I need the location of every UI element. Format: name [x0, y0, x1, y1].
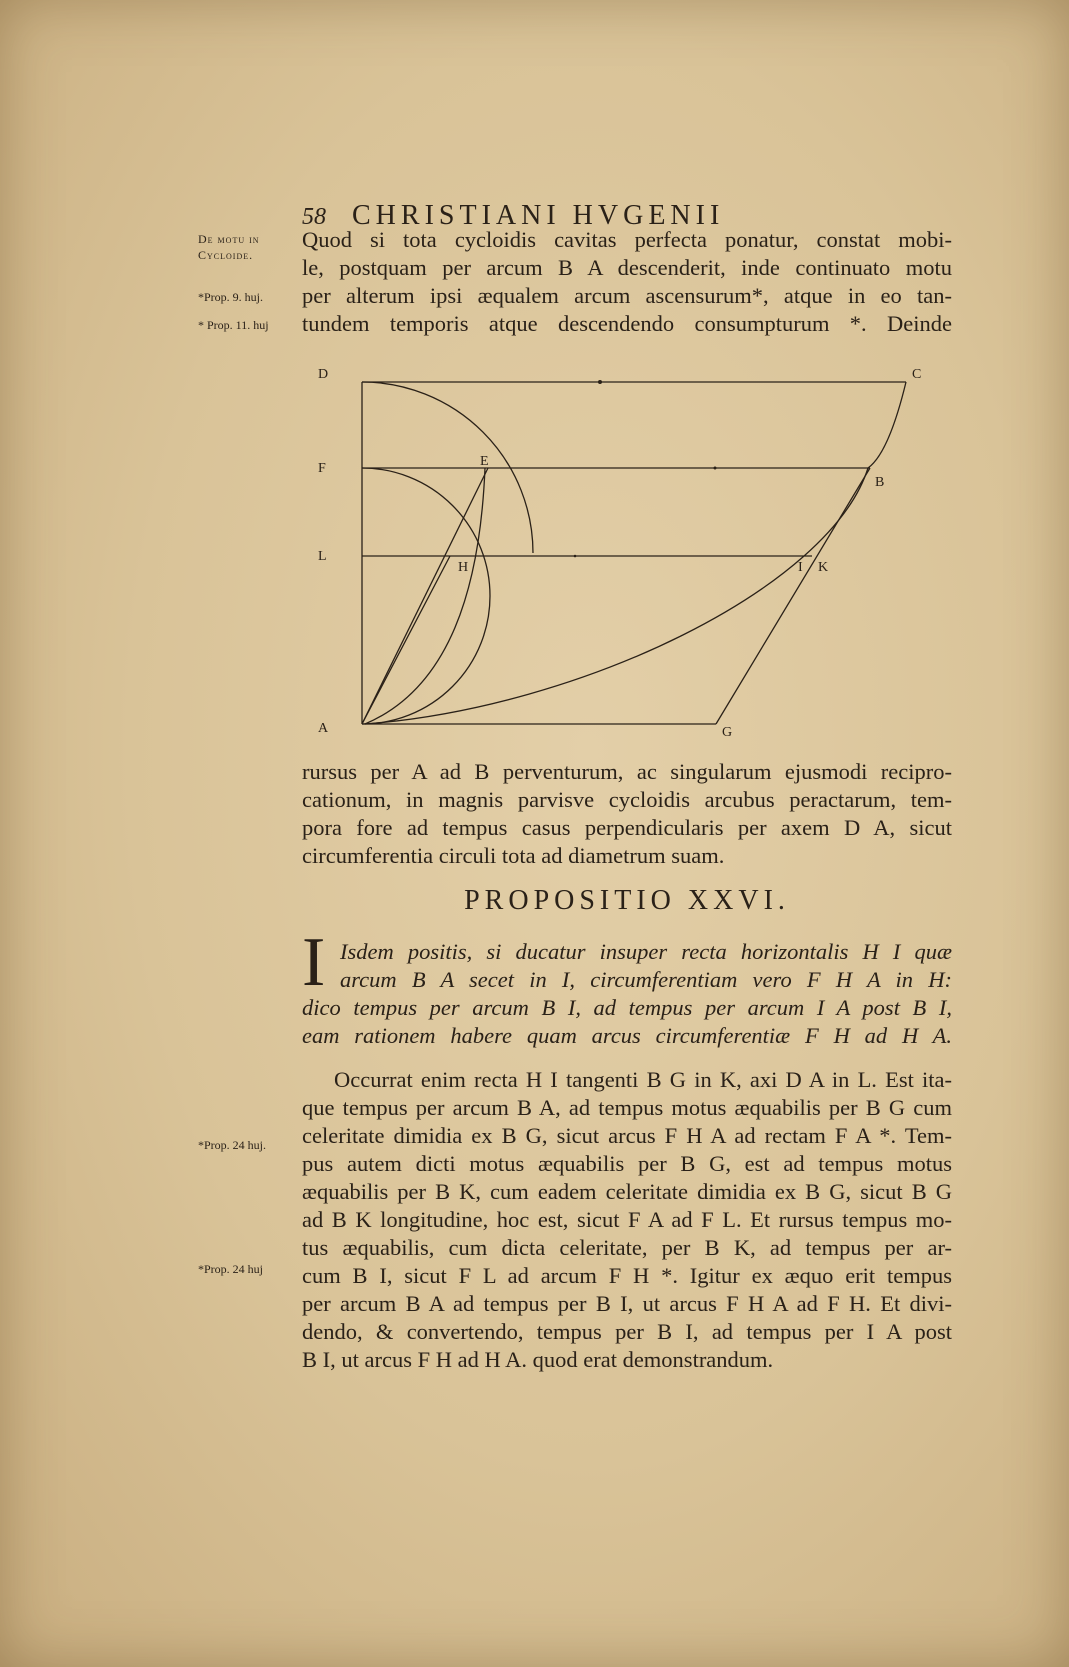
demonstration-line-10: dendo, & convertendo, tempus per B I, ad tempus per I A post [302, 1319, 952, 1344]
demonstration-line-2: que tempus per arcum B A, ad tempus motus æquabilis per B G cum [302, 1095, 952, 1120]
demonstration-line-11: B I, ut arcus F H ad H A. quod erat demonstrandum. [302, 1347, 774, 1372]
figure-label-g: G [722, 725, 733, 740]
margin-reference-3: *Prop. 24 huj. [198, 1138, 267, 1152]
paragraph-1-line-3: per alterum ipsi æqualem arcum ascensurum*, atque in eo tan- [302, 283, 952, 308]
paragraph-2-line-2: cationum, in magnis parvisve cycloidis arcubus peractarum, tem- [302, 787, 952, 812]
running-head: CHRISTIANI HVGENII [352, 200, 725, 231]
page-number: 58 [302, 204, 326, 230]
paragraph-2-line-3: pora fore ad tempus casus perpendicularis per axem D A, sicut [302, 815, 952, 840]
demonstration-line-5: æquabilis per B K, cum eadem celeritate dimidia ex B G, sicut B G [302, 1179, 952, 1204]
demonstration-line-9: per arcum B A ad tempus per B I, ut arcus F H A ad F H. Et divi- [302, 1291, 952, 1316]
margin-reference-2: * Prop. 11. huj [198, 318, 269, 332]
statement-line-3: dico tempus per arcum B I, ad tempus per arcum I A post B I, [302, 995, 952, 1020]
tangent-bg [716, 468, 870, 724]
demonstration-line-1: Occurrat enim recta H I tangenti B G in K, axi D A in L. Est ita- [334, 1067, 952, 1092]
paragraph-1-line-1: Quod si tota cycloidis cavitas perfecta ponatur, constat mobi- [302, 227, 952, 252]
figure-label-c: C [912, 367, 922, 382]
paragraph-1-line-2: le, postquam per arcum B A descenderit, inde continuato motu [302, 255, 952, 280]
demonstration-line-6: ad B K longitudine, hoc est, sicut F A ad F L. Et rursus tempus mo- [302, 1207, 952, 1232]
demonstration-line-7: tus æquabilis, cum dicta celeritate, per B K, ad tempus per ar- [302, 1235, 952, 1260]
paragraph-2-line-1: rursus per A ad B perventurum, ac singularum ejusmodi recipro- [302, 759, 952, 784]
figure-label-f: F [318, 461, 326, 476]
margin-reference-4: *Prop. 24 huj [198, 1262, 264, 1276]
paragraph-1-line-4: tundem temporis atque descendendo consumpturum *. Deinde [302, 311, 952, 336]
statement-line-1: Isdem positis, si ducatur insuper recta horizontalis H I quæ [340, 939, 952, 964]
paragraph-2-line-4: circumferentia circuli tota ad diametrum suam. [302, 843, 725, 868]
cycloid-arc-cb [868, 382, 906, 468]
figure-label-b: B [875, 475, 885, 490]
point-mark-top [598, 380, 602, 384]
drop-cap: I [302, 924, 326, 1001]
margin-topic-line-1: De motu in [198, 232, 260, 246]
figure-label-i: I [798, 560, 803, 575]
figure-label-a: A [318, 721, 329, 736]
cycloid-figure [318, 367, 930, 740]
figure-label-h: H [458, 560, 469, 575]
statement-line-4: eam rationem habere quam arcus circumferentiæ F H ad H A. [302, 1023, 952, 1048]
figure-label-k: K [818, 560, 829, 575]
statement-line-2: arcum B A secet in I, circumferentiam vero F H A in H: [340, 967, 952, 992]
point-mark-middle [714, 467, 717, 470]
demonstration-line-4: pus autem dicti motus æquabilis per B G, est ad tempus motus [302, 1151, 952, 1176]
figure-label-l: L [318, 549, 327, 564]
margin-reference-1: *Prop. 9. huj. [198, 290, 264, 304]
margin-topic-line-2: Cycloide. [198, 248, 254, 262]
demonstration-line-8: cum B I, sicut F L ad arcum F H *. Igitur ex æquo erit tempus [302, 1263, 952, 1288]
chord-ae [362, 468, 488, 724]
point-mark-lower [574, 555, 577, 558]
demonstration-line-3: celeritate dimidia ex B G, sicut arcus F H A ad rectam F A *. Tem- [302, 1123, 952, 1148]
figure-label-e: E [480, 454, 489, 469]
figure-label-d: D [318, 367, 329, 382]
proposition-title: PROPOSITIO XXVI. [464, 885, 790, 916]
